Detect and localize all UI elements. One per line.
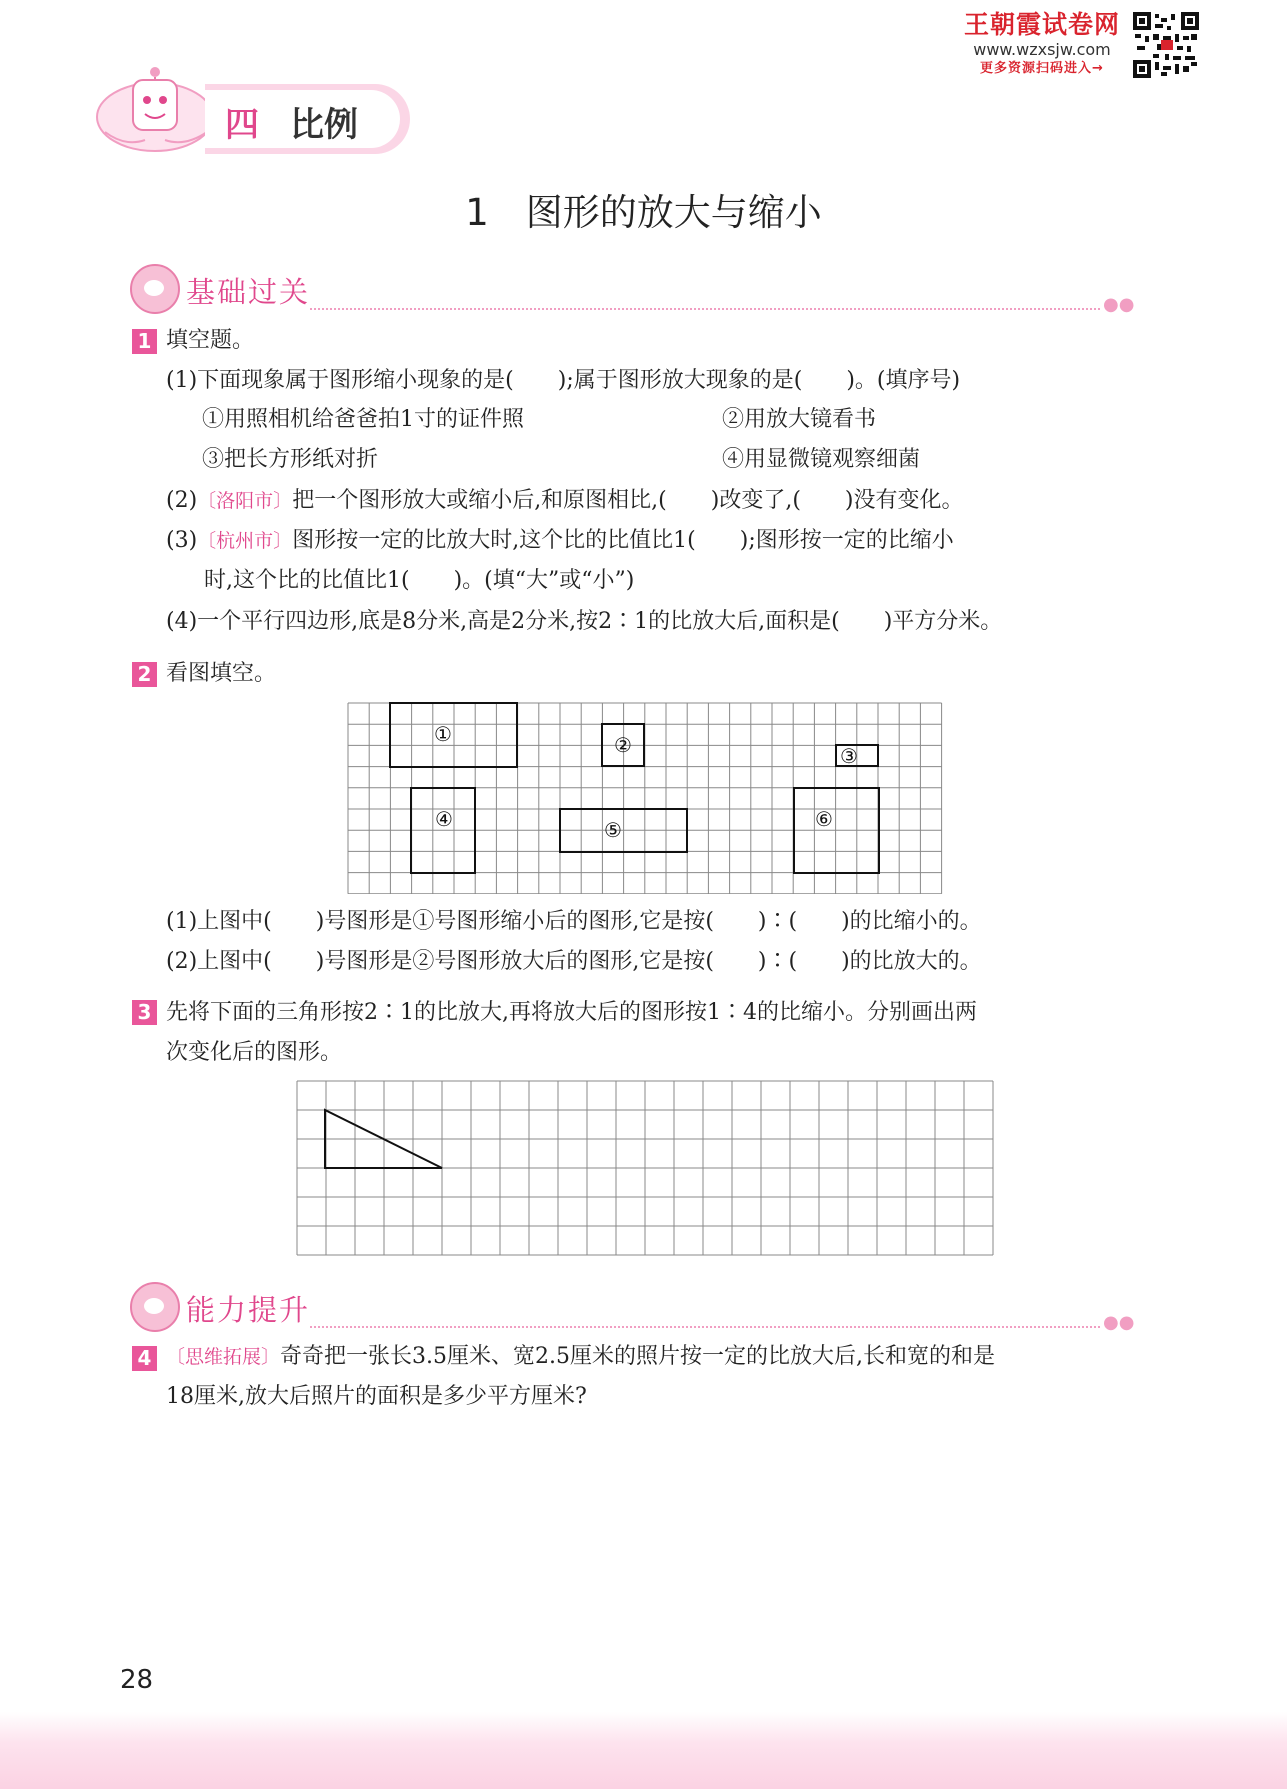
q1-sub1: (1)下面现象属于图形缩小现象的是( );属于图形放大现象的是( )。(填序号) bbox=[166, 368, 961, 393]
shape-label: ⑥ bbox=[815, 807, 833, 831]
q4-text-cont: 18厘米,放大后照片的面积是多少平方厘米? bbox=[166, 1384, 587, 1409]
brand-name: 王朝霞试卷网 bbox=[963, 10, 1120, 39]
question-number: 4 bbox=[132, 1346, 157, 1371]
question-number: 3 bbox=[132, 1000, 157, 1025]
q2-sub1: (1)上图中( )号图形是①号图形缩小后的图形,它是按( )∶( )的比缩小的。 bbox=[166, 909, 982, 934]
source-tag: 〔洛阳市〕 bbox=[197, 490, 293, 512]
divider-dots-icon: ●● bbox=[1103, 1312, 1135, 1333]
brand-url[interactable]: www.wzxsjw.com bbox=[973, 40, 1111, 59]
q4-text: 〔思维拓展〕奇奇把一张长3.5厘米、宽2.5厘米的照片按一定的比放大后,长和宽的和是 bbox=[166, 1344, 995, 1369]
brand-more-text: 更多资源扫码进入→ bbox=[980, 61, 1104, 76]
q3-text: 先将下面的三角形按2∶1的比放大,再将放大后的图形按1∶4的比缩小。分别画出两 bbox=[166, 1000, 977, 1025]
triangle-grid-figure[interactable] bbox=[296, 1080, 996, 1258]
footer-band bbox=[0, 1712, 1287, 1789]
q3-text-cont: 次变化后的图形。 bbox=[166, 1040, 343, 1065]
question-title: 看图填空。 bbox=[166, 661, 277, 686]
section-mascot-icon bbox=[130, 264, 180, 314]
brand-block bbox=[958, 10, 1126, 78]
chapter-number: 四 bbox=[225, 105, 259, 145]
question-number: 2 bbox=[132, 662, 157, 687]
option-3: ③把长方形纸对折 bbox=[202, 447, 379, 472]
divider-dots-icon: ●● bbox=[1103, 294, 1135, 315]
q1-sub3-cont: 时,这个比的比值比1( )。(填“大”或“小”) bbox=[204, 568, 635, 593]
option-1: ①用照相机给爸爸拍1寸的证件照 bbox=[202, 407, 524, 432]
option-4: ④用显微镜观察细菌 bbox=[722, 447, 921, 472]
lesson-title: 1 图形的放大与缩小 bbox=[465, 191, 822, 234]
qr-code-icon[interactable] bbox=[1133, 12, 1199, 78]
q1-sub3: (3)〔杭州市〕图形按一定的比放大时,这个比的比值比1( );图形按一定的比缩小 bbox=[166, 528, 954, 553]
section-divider bbox=[310, 1326, 1100, 1328]
shape-label: ⑤ bbox=[604, 818, 622, 842]
section-divider bbox=[310, 308, 1100, 310]
mascot-icon bbox=[85, 62, 225, 157]
shape-label: ③ bbox=[840, 744, 858, 768]
source-tag: 〔杭州市〕 bbox=[197, 530, 293, 552]
shape-label: ① bbox=[434, 722, 452, 746]
shape-label: ④ bbox=[435, 807, 453, 831]
source-tag: 〔思维拓展〕 bbox=[166, 1346, 281, 1368]
page-number: 28 bbox=[120, 1665, 154, 1695]
question-number: 1 bbox=[132, 329, 157, 354]
chapter-title: 比例 bbox=[290, 105, 358, 145]
section-mascot-icon bbox=[130, 1282, 180, 1332]
q1-sub4: (4)一个平行四边形,底是8分米,高是2分米,按2∶1的比放大后,面积是( )平方分米。 bbox=[166, 609, 1003, 634]
grid-figure bbox=[347, 702, 947, 894]
section-title: 基础过关 bbox=[186, 275, 311, 309]
q2-sub2: (2)上图中( )号图形是②号图形放大后的图形,它是按( )∶( )的比放大的。 bbox=[166, 949, 982, 974]
shape-label: ② bbox=[614, 733, 632, 757]
section-title: 能力提升 bbox=[186, 1293, 311, 1327]
question-title: 填空题。 bbox=[166, 328, 255, 353]
q1-sub2: (2)〔洛阳市〕把一个图形放大或缩小后,和原图相比,( )改变了,( )没有变化。 bbox=[166, 488, 964, 513]
option-2: ②用放大镜看书 bbox=[722, 407, 877, 432]
